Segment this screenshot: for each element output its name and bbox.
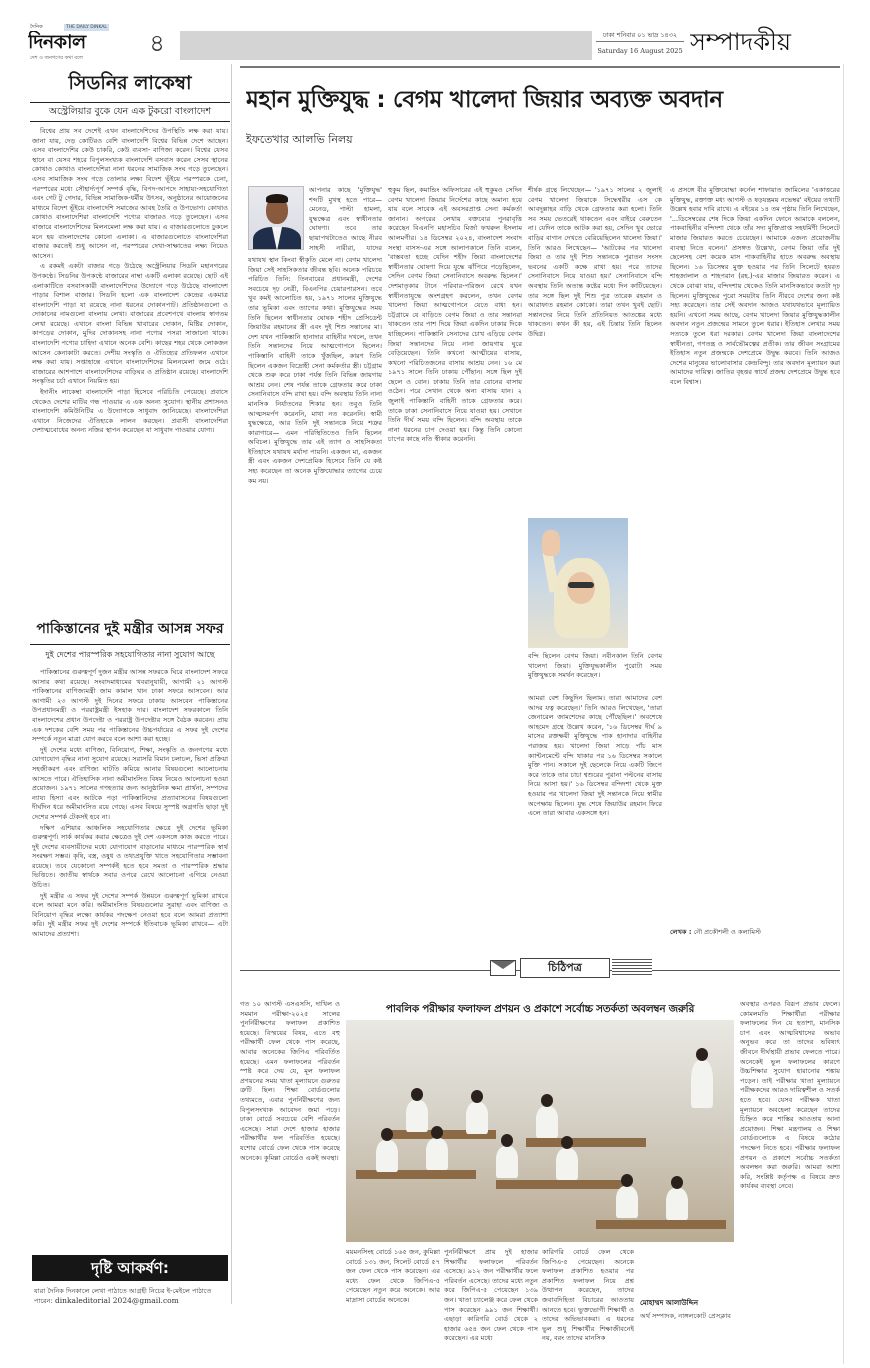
envelope-icon xyxy=(490,960,516,976)
article-column-1: যথাযথ স্থান কিংবা স্বীকৃতি মেলে না। বেগম খালেদা জিয়া সেই সাহসিকতার জীবন্ত ছবি। অনেক পরিচয়ে পরিচিত তিনি: তিনবারের প্রধানমন্ত্রী, দেশের সবচেয়ে দৃঢ় নেত্রী, বিএনপির চেয়ারপারসন। তবে খুব কমই আলোচিত হয়, ১৯৭১ সালের মুক্তিযুদ্ধে তার ভূমিকা এবং ত্যাগের কথা। মুক্তিযুদ্ধের সময় তিনি ছিলেন স্বাধীনতার ঘোষক শহীদ প্রেসিডেন্ট জিয়াউর রহমানের স্ত্রী এবং দুই শিশু সন্তানের মা। দেশ যখন পাকিস্তানি হানাদার বাহিনীর দখলে, তখন তিনি সন্তানদের নিয়ে আত্মগোপনে ছিলেন। পাকিস্তানি বাহিনী তাকে খুঁজছিল, কারণ তিনি ছিলেন একজন বিদ্রোহী সেনা কর্মকর্তার স্ত্রী। চট্টগ্রাম থেকে শুরু করে ঢাকা পর্যন্ত তিনি বিভিন্ন জায়গায় আশ্রয় নেন। শেষ পর্যন্ত তাকে গ্রেফতার করে ঢাকা সেনানিবাসে বন্দি রাখা হয়। বন্দি অবস্থায় তিনি নানা মানসিক নির্যাতনের শিকার হন। তবুও তিনি আত্মসমর্পণ করেননি, মাথা নত করেননি। স্বামী যুদ্ধক্ষেত্রে, আর তিনি দুই সন্তানকে নিয়ে শত্রুর কারাগারে— এমন পরিস্থিতিতেও তিনি ছিলেন অবিচল। মুক্তিযুদ্ধে তার এই ত্যাগ ও সাহসিকতা ইতিহাসে যথাযথ মর্যাদা পায়নি। একজন মা, একজন স্ত্রী এবং একজন দেশপ্রেমিক হিসেবে তিনি যে কষ্ট সহ্য করেছেন তা অনেক মুক্তিযোদ্ধার ত্যাগের চেয়ে কম নয়। xyxy=(248,256,382,485)
paragraph: দুই দেশের মধ্যে বাণিজ্য, বিনিয়োগ, শিক্ষা, সংস্কৃতি ও জনগণের মধ্যে যোগাযোগ বৃদ্ধির নানা সুযোগ রয়েছে। সরাসরি বিমান চলাচল, ভিসা প্রক্রিয়া সহজীকরণ এবং বাণিজ্য ঘাটতি কমিয়ে আনার বিষয়গুলো আলোচনায় আসতে পারে। ঐতিহাসিক নানা অমীমাংসিত বিষয় নিয়েও আলোচনা হওয়া প্রয়োজন। ১৯৭১ সালের গণহত্যার জন্য আনুষ্ঠানিক ক্ষমা প্রার্থনা, সম্পদের ন্যায্য হিস্যা এবং আটকে পড়া পাকিস্তানিদের প্রত্যাবাসনের বিষয়গুলো দীর্ঘদিন ধরে অমীমাংসিত রয়ে গেছে। এসব বিষয়ে সুস্পষ্ট অগ্রগতি ছাড়া দুই দেশের সম্পর্ক টেকসই হবে না। xyxy=(32,745,228,821)
notice-text xyxy=(34,1286,228,1310)
logo-tagline: দেশ ও জনগণের কথা বলে xyxy=(30,55,83,61)
editorial-2-subtitle: দুই দেশের পারস্পরিক সহযোগিতার নানা সুযোগ আছে xyxy=(30,644,230,662)
letter-headline: পাবলিক পরীক্ষার ফলাফল প্রণয়ন ও প্রকাশে সর্বোচ্চ সতর্কতা অবলম্বন জরুরি xyxy=(385,1003,695,1015)
newspaper-logo: দিনকাল xyxy=(28,31,86,53)
editorial-1-body xyxy=(32,127,228,603)
paragraph: পাকিস্তানের গুরুত্বপূর্ণ দুজন মন্ত্রীর আসন্ন সফরকে ঘিরে বাংলাদেশ সফরে আসার কথা রয়েছে। সংবাদমাধ্যমের খবরানুযায়ী, আগামী ২১ আগস্ট পাকিস্তানের বাণিজ্যমন্ত্রী জাম কামাল খান ঢাকা সফরে আসবেন। আর আগামী ২৩ আগস্ট দুই দিনের সফরে ঢাকায় আসবেন পাকিস্তানের উপপ্রধানমন্ত্রী ও পররাষ্ট্রমন্ত্রী ইসহাক দার। বাংলাদেশ সফরকালে তিনি বাংলাদেশের প্রধান উপদেষ্টা ও পররাষ্ট্র উপদেষ্টার সঙ্গে বৈঠক করবেন। প্রায় এক দশকের বেশি সময় পর পাকিস্তানের উচ্চপর্যায়ের এ সফর দুই দেশের সম্পর্কে নতুন মাত্রা যোগ করবে বলে আশা করা হচ্ছে। xyxy=(32,668,228,744)
author-note-text: নৌ প্রকৌশলী ও কলামিস্ট xyxy=(693,928,761,936)
notice-body: যারা দৈনিক দিনকালে লেখা পাঠাতে আগ্রহী নিচের ই-মেইলে পাঠাতে পারেন: xyxy=(34,1287,212,1305)
article-intro: আপনার কাছে 'মুক্তিযুদ্ধ' শব্দটি মুখস্থ হতে পারে— মেনেড, পাল্টা হামলা, যুদ্ধক্ষেত্র এবং স্বাধীনতার ঘোষণা। তবে তার ছায়াপথটাতেও আছে নীরব সাহসী নারীরা, যাদের xyxy=(309,186,382,252)
article-column-3: শীর্ষক গ্রন্থে লিখেছেন— '১৯৭১ সালের ২ জুলাই বেগম খালেদা জিয়াকে সিদ্ধেশ্বরীর এস কে আবদুল্লাহর বাড়ি থেকে গ্রেফতার করা হলো। তিনি সব সময় ভেতরেই থাকতেন এবং বাইরে বেরুতেন না। যেদিন তাকে আটক করা হয়, সেদিন খুব ভোরে বাড়ির বাগান দেখতে বেরিয়েছিলেন খালেদা জিয়া।' তিনি আরও লিখেছেন— 'আটকের পর খালেদা জিয়া ও তার দুই শিশু সন্তানকে পুরাতন সংসদ ভবনের একটি কক্ষে রাখা হয়। পরে তাদের সেনানিবাসে নিয়ে যাওয়া হয়।' সেনানিবাসে বন্দি অবস্থায় তিনি অত্যন্ত কষ্টের মধ্যে দিন কাটিয়েছেন। তার সঙ্গে ছিল দুই শিশু পুত্র তারেক রহমান ও আরাফাত রহমান কোকো। তারা তখন খুবই ছোট। সন্তানদের নিয়ে তিনি প্রতিনিয়ত আতঙ্কের মধ্যে থাকতেন। কখন কী হয়, এই চিন্তায় তিনি ছিলেন উদ্বিগ্ন। xyxy=(528,186,662,338)
author-note-label: লেখক : xyxy=(670,928,692,936)
editorial-2-title: পাকিস্তানের দুই মন্ত্রীর আসন্ন সফর xyxy=(36,621,224,637)
logo-daily-label: দৈনিক xyxy=(30,24,43,30)
author-photo xyxy=(248,186,304,250)
paragraph: ইদানীং লাকেম্বা বাংলাদেশি পাড়া হিসেবে পরিচিতি পেয়েছে। প্রবাসে থেকেও দেশের মাটির গন্ধ পাওয়ার এ এক অনন্য সুযোগ। স্থানীয় প্রশাসনও বাংলাদেশি কমিউনিটির এ উদ্যোগকে সাধুবাদ জানিয়েছে। বাংলাদেশিরা এখানে নিজেদের ঐতিহ্যকে লালন করছেন। প্রবাসী বাংলাদেশিরা দেশাত্মবোধের অনন্য নজির স্থাপন করেছেন যা সাধুবাদ পাওয়ার যোগ্য। xyxy=(32,388,228,435)
editorial-1-title: সিডনির লাকেম্বা xyxy=(68,72,192,94)
editorial-2-body xyxy=(32,668,228,1246)
section-title: সম্পাদকীয় xyxy=(690,28,792,56)
headline-rule xyxy=(240,66,840,68)
letter-signature-name: মোহাম্মদ আলাউদ্দিন xyxy=(640,1299,699,1307)
paragraph: দক্ষিণ এশিয়ার আঞ্চলিক সহযোগিতার ক্ষেত্রে দুই দেশের ভূমিকা গুরুত্বপূর্ণ। সার্ক কার্যকর করার ক্ষেত্রেও দুই দেশ একসঙ্গে কাজ করতে পারে। দুই দেশের ব্যবসায়ীদের মধ্যে যোগাযোগ বাড়ানোর মাধ্যমে পারস্পরিক স্বার্থ সংরক্ষণ সম্ভব। কৃষি, বস্ত্র, ওষুধ ও তথ্যপ্রযুক্তি খাতে সহযোগিতার সম্ভাবনা রয়েছে। তবে যেকোনো সম্পর্কই হতে হবে সমতা ও পারস্পরিক শ্রদ্ধার ভিত্তিতে। জাতীয় স্বার্থকে সবার ওপরে রেখে আলোচনা এগিয়ে নেওয়া উচিত। xyxy=(32,823,228,890)
article-column-2: হুকুম ছিল, কমান্ডিং অফিসারের এই হুকুমও সেদিন বেগম খালেদা জিয়ার নির্দেশের কাছে অমান্য হয়ে যায় বলে সাবেক এই অবসরপ্রাপ্ত সেনা কর্মকর্তা জানান। অপরের লেখায় বক্তব্যের পুনরাবৃত্তি করেছেন বিএনপি মহাসচিব মির্জা ফখরুল ইসলাম আলমগীর। ১৪ ডিসেম্বর ২০২৪, বাংলাদেশ সংবাদ সংস্থা বাসস-এর সঙ্গে আলাপকালে তিনি বলেন, 'বাস্তবতা হচ্ছে যেদিন শহীদ জিয়া বাংলাদেশের স্বাধীনতার ঘোষণা দিয়ে যুদ্ধে ঝাঁপিয়ে পড়েছিলেন, সেদিন বেগম জিয়া সেনানিবাসে অবরুদ্ধ ছিলেন।' দেশমাতৃকার টানে পরিবার-পরিজন রেখে যখন স্বাধীনতাযুদ্ধে অংশগ্রহণ করলেন, তখন বেগম খালেদা জিয়া আত্মগোপনে যেতে বাধ্য হন। চট্টগ্রামে যে বাড়িতে বেগম জিয়া ও তার সন্তানরা থাকতেন তার পাশ দিয়ে জিয়া একদিন ঢাকার দিকে যাচ্ছিলেন। পাকিস্তানি সেনাদের চোখ এড়িয়ে বেগম জিয়া সন্তানদের নিয়ে নানা জায়গায় ঘুরে বেড়িয়েছেন। তিনি কখনো আত্মীয়ের বাসায়, কখনো পরিচিতজনের বাসায় আশ্রয় নেন। ১৬ মে ১৯৭১ সালে তিনি ঢাকায় পৌঁছান। সঙ্গে ছিল দুই ছেলে ও বোন। ঢাকায় তিনি তার বোনের বাসায় ওঠেন। পরে সেখান থেকে অন্য বাসায় যান। ২ জুলাই পাকিস্তানি বাহিনী তাকে গ্রেফতার করে। তাকে ঢাকা সেনানিবাসে নিয়ে যাওয়া হয়। সেখানে তিনি দীর্ঘ সময় বন্দি ছিলেন। বন্দি অবস্থায় তাকে নানা ধরনের চাপ দেওয়া হয়। কিন্তু তিনি কোনো চাপের কাছে নতি স্বীকার করেননি। xyxy=(388,186,522,444)
photo-caption: বন্দি ছিলেন বেগম জিয়া। নবীনকাল তিনি বেগম খালেদা জিয়া। মুক্তিযুদ্ধকালীন পুরোটা সময় মুক্তিযুদ্ধকে সমর্থন করেছেন। xyxy=(528,652,662,680)
date-bangla: ঢাকা শনিবার ০১ ভাদ্র ১৪৩২ xyxy=(596,30,684,42)
leader-photo xyxy=(528,518,628,648)
masthead-banner-bar xyxy=(180,31,592,60)
exam-hall-photo xyxy=(346,1020,734,1242)
date-english: Saturday 16 August 2025 xyxy=(597,47,683,55)
letter-column-2: ময়মনসিংহ বোর্ডে ১৬৫ জন, কুমিল্লা বোর্ডে ১৩১ জন, সিলেট বোর্ডে ৫৭ জন ফেল থেকে পাস করেছেন। এর মধ্যে ফেল থেকে জিপিএ-৫ পেয়েছেন নতুন করে অনেকে। আর মাদ্রাসা বোর্ডের অনেকে। xyxy=(346,1248,440,1304)
paragraph: দুই মন্ত্রীর এ সফর দুই দেশের সম্পর্ক উন্নয়নে গুরুত্বপূর্ণ ভূমিকা রাখবে বলে আমরা মনে করি। অমীমাংসিত বিষয়গুলোর সুরাহা এবং বাণিজ্য ও বিনিয়োগ বৃদ্ধির লক্ষ্যে কার্যকর পদক্ষেপ নেওয়া হবে বলে আমরা প্রত্যাশা করি। দুই মন্ত্রীর সফর দুই দেশের সম্পর্কে ইতিবাচক ভূমিকা রাখবে— এটা আমাদের প্রত্যাশা। xyxy=(32,891,228,939)
paragraph: এ রকমই একটা বাজার গড়ে উঠেছে অস্ট্রেলিয়ার সিডনি মহানগরের উপকণ্ঠে। সিডনির উপকণ্ঠে বাজারের নাম্বা একটি এলাকা রয়েছে। ছোট এই এলাকাটিতে বসবাসকারী বাংলাদেশিদের উদ্যোগে গড়ে উঠেছে বাংলাদেশ পাড়ার বিশাল বাজার। সিডনি হলো এক বাংলাদেশ কেন্দ্রের একমাত্র বাংলাদেশি পাড়া যা রয়েছে নানা ধরনের দোকানপাট। প্রতিষ্ঠানগুলো ও দোকানের নামগুলো বাংলায় লেখা। বাজারের প্রবেশপথে বাংলায় স্বাগতম লেখা রয়েছে। এখানে বাংলা বিভিন্ন খাবারের দোকান, মিষ্টির দোকান, কাপড়ের দোকান, মুদির দোকানসহ নানা পণ্যের পসরা সাজানো থাকে। বাংলাদেশি পণ্যের চাহিদা এখানে অনেক বেশি। কাছের শহর থেকে লোকজন আসেন কেনাকাটা করতে। দেশীয় সংস্কৃতি ও ঐতিহ্যের প্রতিফলন এখানে লক্ষ করা যায়। সপ্তাহান্তে এখানে বাংলাদেশিদের মিলনমেলা জমে ওঠে। বাজারের আশপাশে বাংলাদেশিদের বাড়িঘর ও প্রতিষ্ঠান রয়েছে। বাংলাদেশি সংস্কৃতির চর্চা এখানে নিয়মিত হয়। xyxy=(32,262,228,386)
letter-column-3: পুনর্নিরীক্ষণে প্রায় দুই হাজার শিক্ষার্থীর ফলাফলে পরিবর্তন এসেছে। ৯১২ জন পরীক্ষার্থীর ফলে পরিবর্তন এসেছে। তাদের মধ্যে নতুন করে জিপিএ-৫ পেয়েছেন ১৩৯ জন। খাতা চ্যালেঞ্জ করে ফেল থেকে পাস করেছেন ৯৯১ জন শিক্ষার্থী। এছাড়া কারিগরি বোর্ড থেকে ২ হাজার ৬৫৪ জন ফেল থেকে পাস করেছেন। এর মধ্যে xyxy=(444,1248,538,1343)
notice-heading: দৃষ্টি আকর্ষণ: xyxy=(32,1255,228,1281)
main-headline: মহান মুক্তিযুদ্ধ : বেগম খালেদা জিয়ার অব্যক্ত অবদান xyxy=(246,87,723,113)
letter-column-right: অবস্থার ওপরও বিরূপ প্রভাব ফেলে। কোমলমতি শিক্ষার্থীরা পরীক্ষার ফলাফলের দিন যে হতাশা, মানসিক চাপ এবং আত্মবিশ্বাসের অভাব অনুভব করে তা তাদের ভবিষ্যৎ জীবনে দীর্ঘস্থায়ী প্রভাব ফেলতে পারে। অনেকেই ভুল ফলাফলের কারণে উচ্চশিক্ষার সুযোগ হারানোর শঙ্কায় পড়েন। তাই পরীক্ষার খাতা মূল্যায়নে পরীক্ষকদের আরও দায়িত্বশীল ও সতর্ক হতে হবে। যেসব পরীক্ষক খাতা মূল্যায়নে অবহেলা করেছেন তাদের চিহ্নিত করে শাস্তির আওতায় আনা প্রয়োজন। শিক্ষা মন্ত্রণালয় ও শিক্ষা বোর্ডগুলোকে এ বিষয়ে কঠোর পদক্ষেপ নিতে হবে। পরীক্ষার ফলাফল প্রণয়ন ও প্রকাশে সর্বোচ্চ সতর্কতা অবলম্বন করা জরুরি। আমরা আশা করি, সংশ্লিষ্ট কর্তৃপক্ষ এ বিষয়ে দ্রুত কার্যকর ব্যবস্থা নেবে। xyxy=(740,1000,840,1191)
letters-decoration-lines xyxy=(612,959,652,977)
notice-email-link[interactable]: dinkaleditorial 2024@gmail.com xyxy=(54,1296,179,1305)
letter-column-4: কারিগরি বোর্ডে ফেল থেকে জিপিএ-৫ পেয়েছেন। অনেকে ফলাফল প্রকাশিত হওয়ার পর প্রকাশিত ফলাফল নিয়ে প্রশ্ন উত্থাপন করেছেন, তাদের জবাবদিহিতা বিচারের আওতায় আনতে হবে। ভুক্তভোগী শিক্ষার্থী ও তাদের অভিভাবকরা। এ ধরনের ভুল শুধু শিক্ষার্থীর শিক্ষাজীবনেই নয়, বরং তাদের মানসিক xyxy=(542,1248,634,1343)
author-note xyxy=(670,926,840,938)
byline: ইফতেখার আলভি নিলয় xyxy=(246,133,353,146)
letter-signature-designation: অর্থ সম্পাদক, নাঙ্গলকোট প্রেসক্লাব xyxy=(640,1312,731,1320)
article-column-3-continued: আমরা বেশ কিছুদিন ছিলাম। তারা আমাদের বেশ আদর যত্ন করেছেন।' তিনি আরও লিখেছেন, 'তারা জেনারেল জামশেদের কাছে পৌঁছেছিল।' অবশেষে আহমেদ গ্রন্থে উল্লেখ করেন, '১৬ ডিসেম্বর দীর্ঘ ৯ মাসের রক্তক্ষয়ী মুক্তিযুদ্ধে পাক হানাদার বাহিনীর পরাজয় হয়। খালেদা জিয়া সাড়ে পাঁচ মাস ক্যান্টনমেন্টে বন্দি থাকার পর ১৬ ডিসেম্বর সকালে মুক্তি পান। সকালে দুই ছেলেকে নিয়ে একটি জিপে করে তাকে তার চাচা শ্বশুরের পুরানা পল্টনের বাসায় নিয়ে আসা হয়।' ১৬ ডিসেম্বর বন্দিদশা থেকে মুক্ত হওয়ার পর খালেদা জিয়া দুই সন্তানকে নিয়ে স্বামীর অপেক্ষায় ছিলেন। যুদ্ধ শেষে জিয়াউর রহমান ফিরে এলে তারা আবার একসঙ্গে হন। xyxy=(528,694,662,818)
page-right-border xyxy=(843,64,844,1364)
page-number: ৪ xyxy=(149,29,165,57)
logo-english-name: THE DAILY DINKAL xyxy=(66,25,107,30)
letters-section-label: চিঠিপত্র xyxy=(520,958,610,978)
article-column-4: এ প্রসঙ্গে বীর মুক্তিযোদ্ধা কর্নেল শাফায়াত জামিলের 'একাত্তরের মুক্তিযুদ্ধ, রক্তাক্ত মধ্য আগস্ট ও ষড়যন্ত্রময় নভেম্বর' বইয়ের তথ্যটি উল্লেখ হবার দাবি রাখে। এ বইয়ের ১৪ তম পৃষ্ঠায় তিনি লিখেছেন, '...ডিসেম্বরের শেষ দিকে জিয়া একদিন ফোনে আমাকে বললেন, পাকবাহিনীর বন্দিদশা থেকে তাঁর সদ্য মুক্তিপ্রাপ্ত সহধর্মিণী সিলেটে মাজার জিয়ারত করতে চেয়েছেন। আমাকে এজন্য প্রয়োজনীয় ব্যবস্থা নিতে বলেন।' প্রসঙ্গত উল্লেখ্য, বেগম জিয়া তাঁর দুই ছেলেসহ বেশ কয়েক মাস পাকবাহিনীর হাতে অবরুদ্ধ অবস্থায় ছিলেন। ১৬ ডিসেম্বর মুক্ত হওয়ার পর তিনি সিলেটে হযরত শাহজালাল ও শাহপরান (রহ.)-এর মাজার জিয়ারত করেন। এ থেকে বোঝা যায়, বন্দিদশায় থেকেও তিনি মানসিকভাবে কতটা দৃঢ় ছিলেন। মুক্তিযুদ্ধের পুরো সময়টায় তিনি নীরবে দেশের জন্য কষ্ট সহ্য করেছেন। তার সেই অবদান আজও যথাযথভাবে মূল্যায়িত হয়নি। এখনো সময় আছে, বেগম খালেদা জিয়ার মুক্তিযুদ্ধকালীন অবদান নতুন প্রজন্মের সামনে তুলে ধরার। ইতিহাস লেখার সময় সত্যকে তুলে ধরা দরকার। বেগম খালেদা জিয়া বাংলাদেশের স্বাধীনতা, গণতন্ত্র ও সার্বভৌমত্বের প্রতীক। তার জীবন সংগ্রামের ইতিহাস নতুন প্রজন্মকে দেশপ্রেমে উদ্বুদ্ধ করবে। তিনি আজও দেশের মানুষের ভালোবাসার কেন্দ্রবিন্দু। তার অবদান মূল্যায়ন করা আমাদের দায়িত্ব। জাতির বৃহত্তর স্বার্থে প্রজন্ম দেশপ্রেমে উদ্বুদ্ধ হবে বলে বিশ্বাস। xyxy=(670,186,840,386)
letter-column-left: গত ১০ আগস্ট এসএসসি, দাখিল ও সমমান পরীক্ষা-২০২৫ সালের পুনর্নিরীক্ষণের ফলাফল প্রকাশিত হয়েছে। বিস্ময়ের বিষয়, এতে বহু পরীক্ষার্থী ফেল থেকে পাস করেছে, আবার অনেকের জিপিএ পরিবর্তিত হয়েছে। এমন ফলাফলের পরিবর্তন স্পষ্ট করে দেয় যে, মূল ফলাফল প্রণয়নের সময় খাতা মূল্যায়নে গুরুতর ত্রুটি ছিল। শিক্ষা বোর্ডগুলোর তথ্যমতে, এবার পুনর্নিরীক্ষণের জন্য বিপুলসংখ্যক আবেদন জমা পড়ে। ঢাকা বোর্ডে সবচেয়ে বেশি পরিবর্তন এসেছে। সারা দেশে হাজার হাজার পরীক্ষার্থীর ফল পরিবর্তিত হয়েছে। যশোর বোর্ডে ফেল থেকে পাস করেছে অনেকে। কুমিল্লা বোর্ডেও একই অবস্থা। xyxy=(240,1000,340,1162)
paragraph: বিশ্বের প্রায় সব দেশেই এখন বাংলাদেশিদের উপস্থিতি লক্ষ করা যায়। জানা যায়, দেড় কোটিরও বেশি বাংলাদেশি বিশ্বের বিভিন্ন দেশে আছেন। এসব বাংলাদেশির কেউ চাকরি, কেউ ব্যবসা- বাণিজ্য করেন। বিশ্বের যেসব স্থানে বা যেসব শহরে বিপুলসংখ্যক বাংলাদেশি বসবাস করেন সেসব স্থানের কোথাও কোথাও বাংলাদেশিরা নানা ধরনের সামাজিক সংঘ গড়ে তুলেছেন। এসব সামাজিক সংঘ গড়ে তোলার লক্ষ্য বিদেশ ভূঁইয়ে পরস্পরকে চেনা, পরস্পরের মধ্যে সৌহার্দ্যপূর্ণ সম্পর্ক বৃদ্ধি, বিপদ-আপদে সাহায্য-সহযোগিতা এবং গেট টু গেদার, বিভিন্ন সামাজিক-ধর্মীয় উৎসব, অনুষ্ঠানের আয়োজনের মাধ্যমে বিদেশ ভূঁইয়ে বাংলাদেশি সমাজের আবহ তৈরি ও উপভোগ। কোথাও কোথাও বাংলাদেশিরা বাংলাদেশি পণ্যের বাজারও গড়ে তুলেছেন। এসব বাজারে বাংলাদেশিদের মিলনমেলা লক্ষ করা যায়। এ বাজারগুলোতে ঢুকলে মনে হয় বাংলাদেশের কোনো এলাকা। এ বাজারগুলোতে বাংলাদেশিরা বাজার করতেই শুধু আসেন না, পরস্পরের দেখা-সাক্ষাতের লক্ষ্য নিয়েও আসেন। xyxy=(32,127,228,260)
editorial-1-subtitle: অস্ট্রেলিয়ার বুকে যেন এক টুকরো বাংলাদেশ xyxy=(30,102,230,122)
